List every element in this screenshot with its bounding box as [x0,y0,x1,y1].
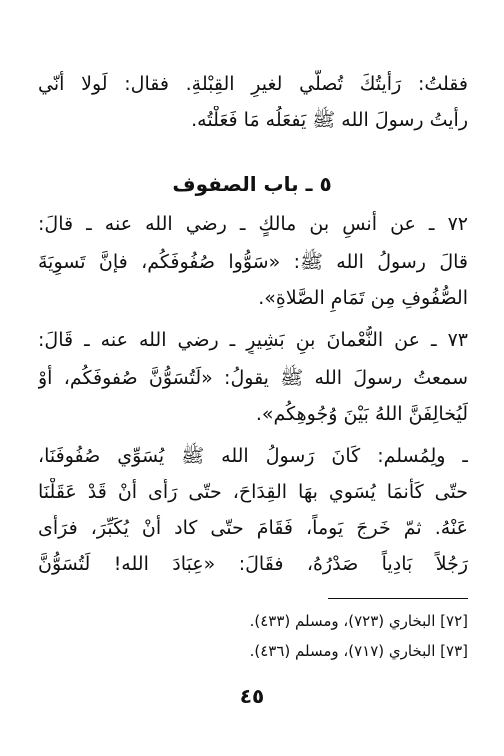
hadith-73-line-1: ٧٣ ـ عن النُّعْمانَ بنِ بَشِيرٍ ـ رضي الله عنه ـ قَالَ: [38,329,468,351]
muslim-line-4: رَجُلاً بَادِياً صَدْرُهُ، فقَالَ: «عِبَادَ الله! لَتُسَوُّنَّ [38,553,468,575]
hadith-73-line-2: سمعتُ رسولَ الله ﷺ يقولُ: «لَتُسَوُّنَّ صُفوفَكُم، أوْ [38,367,468,389]
intro-line-1: فقلتُ: رَأيتُكَ تُصلّي لغيرِ القِبْلةِ. فقال: لَولا أنّي [38,73,468,95]
footnote-72: [٧٢] البخاري (٧٢٣)، ومسلم (٤٣٣). [249,612,468,630]
hadith-73-line-3: لَيُخالِفَنَّ اللهُ بَيْنَ وُجُوهِكُم». [255,403,468,425]
muslim-line-1: ـ ولِمُسلم: كَانَ رَسولُ الله ﷺ يُسَوِّي صُفُوفَنَا، [38,445,468,467]
footnote-divider [328,598,468,599]
page-number: ٤٥ [239,684,265,708]
muslim-line-2: حتّى كَأنمَا يُسَوي بهَا القِدَاحَ، حتّى رَأَى أنْ قَدْ عَقَلْنَا [38,481,468,503]
hadith-72-line-1: ٧٢ ـ عن أنسِ بن مالكٍ ـ رضي الله عنه ـ قالَ: [38,213,468,235]
intro-line-2: رأيتُ رسولَ الله ﷺ يَفعَلُه مَا فَعَلْتُه. [191,109,468,131]
hadith-72-line-3: الصُّفُوفِ مِن تَمَامِ الصَّلاةِ». [258,287,468,309]
muslim-line-3: عَنْهُ. ثمّ خَرجَ يَوماً، فَقَامَ حتّى كاد أنْ يُكَبِّرَ، فرَأَى [38,517,468,539]
footnote-73: [٧٣] البخاري (٧١٧)، ومسلم (٤٣٦). [249,642,468,660]
hadith-72-line-2: قالَ رسولُ الله ﷺ: «سَوُّوا صُفُوفَكُم، فإنَّ تَسوِيَةَ [38,251,468,273]
chapter-title: ٥ ـ باب الصفوف [172,172,332,196]
